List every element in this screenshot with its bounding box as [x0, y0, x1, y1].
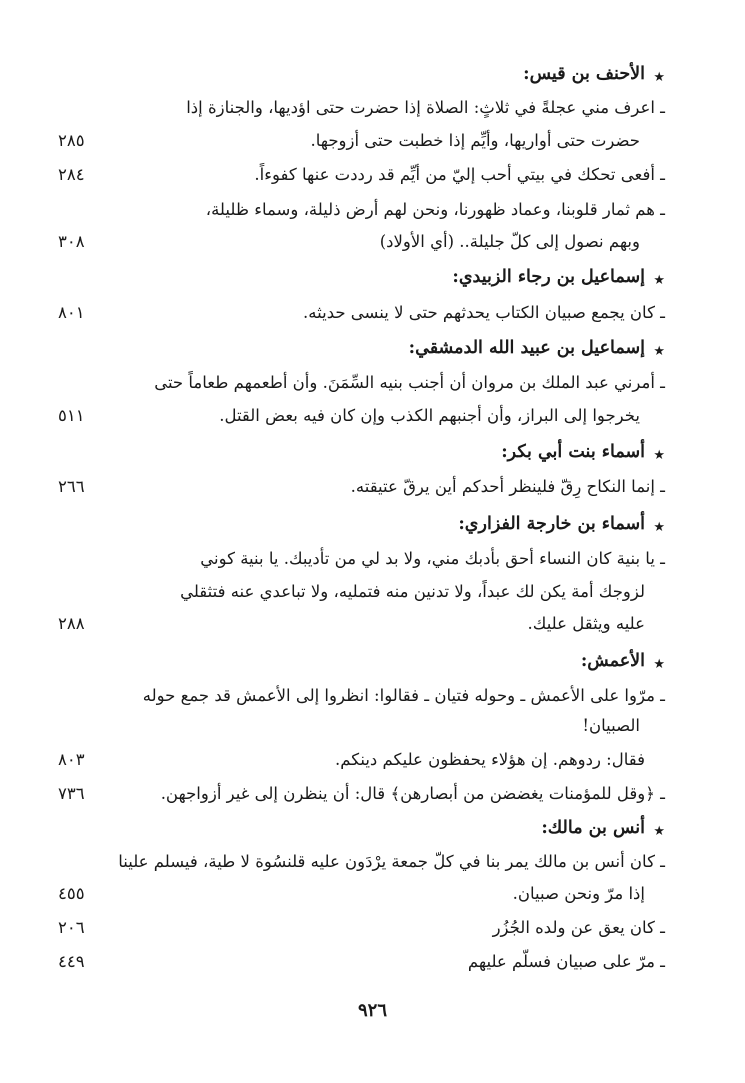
- entry-line: لزوجك أمة يكن لك عبداً، ولا تدنين منه فتمليه، ولا تباعدي عنه فتثقلي: [180, 582, 645, 601]
- entry-line: ـ أمرني عبد الملك بن مروان أن أجنب بنيه السِّمَنَ. وأن أطعمهم طعاماً حتى: [154, 373, 665, 392]
- entry-line: يخرجوا إلى البراز، وأن أجنبهم الكذب وإن كان فيه بعض القتل.: [219, 406, 640, 425]
- entry-line: ـ هم ثمار قلوبنا، وعماد ظهورنا، ونحن لهم أرض ذليلة، وسماء ظليلة،: [205, 200, 665, 219]
- star-bullet-icon: ★: [653, 448, 665, 463]
- star-bullet-icon: ★: [653, 520, 665, 535]
- star-bullet-icon: ★: [653, 824, 665, 839]
- entry-line: ـ كان أنس بن مالك يمر بنا في كلّ جمعة يرْدَون عليه قلنسُوة لا طية، فيسلم علينا: [118, 852, 665, 871]
- star-bullet-icon: ★: [653, 657, 665, 672]
- reference-number: ٣٠٨: [58, 232, 85, 251]
- star-bullet-icon: ★: [653, 70, 665, 85]
- reference-number: ٢٨٨: [58, 614, 85, 633]
- reference-number: ٤٤٩: [58, 952, 85, 971]
- reference-number: ٨٠٣: [58, 750, 85, 769]
- star-bullet-icon: ★: [653, 273, 665, 288]
- entry-heading: الأعمش:: [580, 651, 645, 671]
- star-bullet-icon: ★: [653, 344, 665, 359]
- entry-line: الصبيان!: [582, 716, 640, 735]
- reference-number: ٥١١: [58, 406, 85, 425]
- page-number: ٩٢٦: [357, 1000, 387, 1021]
- reference-number: ٢٨٥: [58, 131, 85, 150]
- reference-number: ٤٥٥: [58, 884, 85, 903]
- entry-line: ـ مرّ على صبيان فسلّم عليهم: [467, 952, 665, 971]
- entry-heading: الأحنف بن قيس:: [523, 64, 645, 84]
- entry-heading: إسماعيل بن رجاء الزبيدي:: [452, 267, 645, 287]
- entry-line: ـ اعرف مني عجلةً في ثلاثٍ: الصلاة إذا حضرت حتى اؤديها، والجنازة إذا: [186, 98, 665, 117]
- reference-number: ٢٠٦: [58, 918, 85, 937]
- reference-number: ٢٦٦: [58, 477, 85, 496]
- entry-line: فقال: ردوهم. إن هؤلاء يحفظون عليكم دينكم.: [335, 750, 645, 769]
- reference-number: ٧٣٦: [58, 784, 85, 803]
- entry-line: إذا مرّ ونحن صبيان.: [512, 884, 645, 903]
- entry-heading: أنس بن مالك:: [541, 818, 645, 838]
- entry-line: حضرت حتى أواريها، وأيِّم إذا خطبت حتى أزوجها.: [310, 131, 640, 150]
- entry-line: ـ مرّوا على الأعمش ـ وحوله فتيان ـ فقالوا: انظروا إلى الأعمش قد جمع حوله: [142, 686, 665, 705]
- entry-line: ـ إنما النكاح رِقّ فلينظر أحدكم أين يرقّ عتيقته.: [350, 477, 665, 496]
- entry-line: ـ ﴿وقل للمؤمنات يغضضن من أبصارهن﴾ قال: أن ينظرن إلى غير أزواجهن.: [160, 784, 665, 803]
- entry-line: عليه ويثقل عليك.: [527, 614, 645, 633]
- entry-line: ـ كان يجمع صبيان الكتاب يحدثهم حتى لا ينسى حديثه.: [303, 303, 665, 322]
- reference-number: ٨٠١: [58, 303, 85, 322]
- entry-line: ـ كان يعق عن ولده الجُزُر: [492, 918, 665, 937]
- entry-line: ـ يا بنية كان النساء أحق بأدبك مني، ولا بد لي من تأديبك. يا بنية كوني: [200, 549, 665, 568]
- entry-line: وبهم نصول إلى كلّ جليلة.. (أي الأولاد): [379, 232, 640, 251]
- reference-number: ٢٨٤: [58, 165, 85, 184]
- entry-heading: إسماعيل بن عبيد الله الدمشقي:: [408, 338, 645, 358]
- entry-line: ـ أفعى تحكك في بيتي أحب إليّ من أيِّم قد رددت عنها كفوءاً.: [254, 165, 665, 184]
- entry-heading: أسماء بن خارجة الفزاري:: [458, 514, 645, 534]
- entry-heading: أسماء بنت أبي بكر:: [501, 442, 645, 462]
